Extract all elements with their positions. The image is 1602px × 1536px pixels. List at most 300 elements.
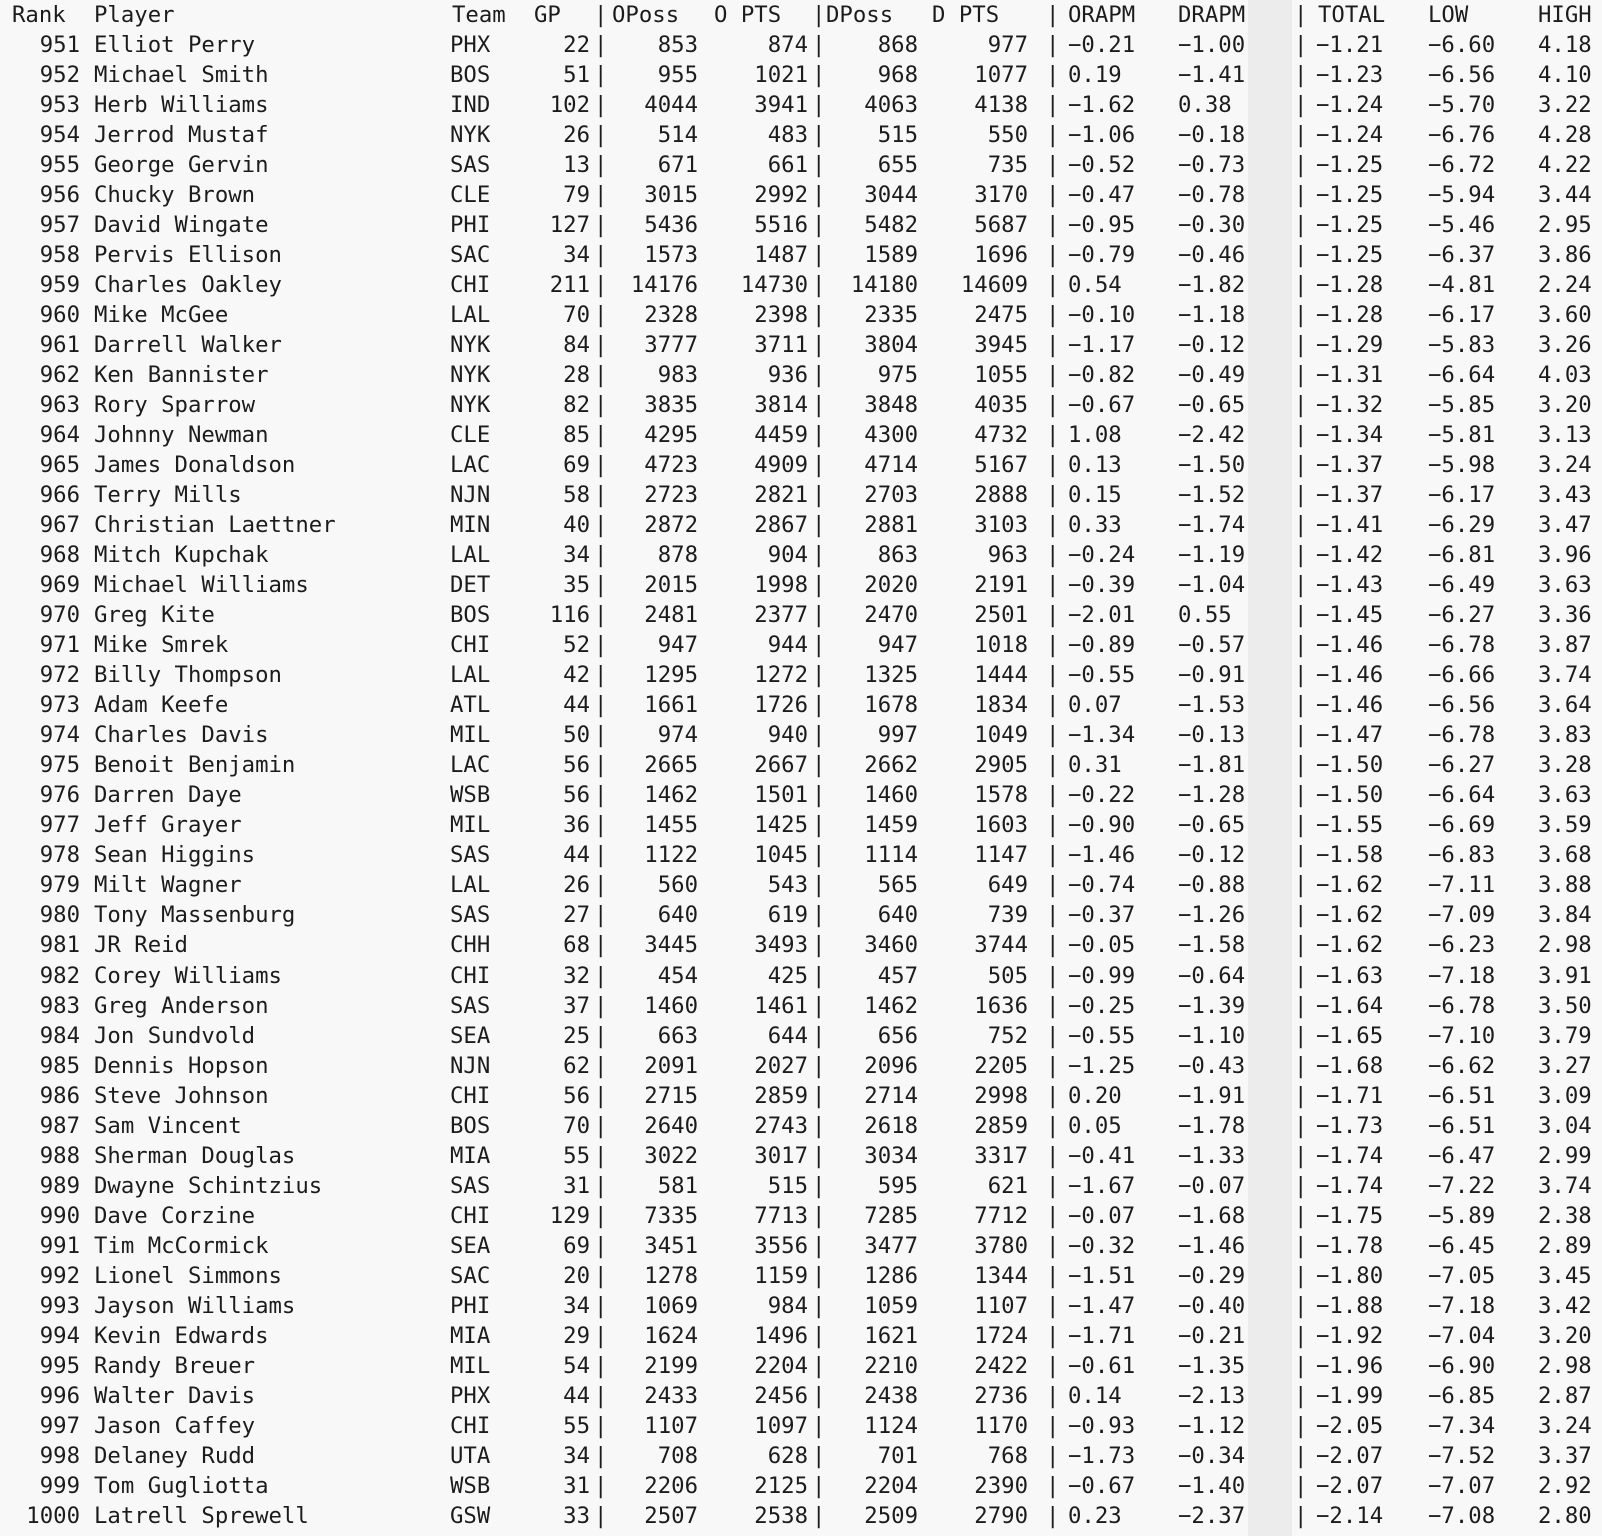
cell-orapm: −1.73 <box>1068 1442 1136 1469</box>
cell-dpts: 505 <box>987 962 1028 989</box>
column-separator: | <box>812 512 826 539</box>
cell-opts: 2859 <box>754 1082 808 1109</box>
cell-high: 3.45 <box>1538 1262 1592 1289</box>
column-separator: | <box>594 1022 608 1049</box>
cell-oposs: 2665 <box>644 752 698 779</box>
column-separator: | <box>1046 122 1060 149</box>
cell-drapm: −0.64 <box>1178 962 1246 989</box>
cell-drapm: −0.07 <box>1178 1172 1246 1199</box>
cell-orapm: −0.07 <box>1068 1202 1136 1229</box>
cell-player: Greg Anderson <box>94 992 269 1019</box>
table-row <box>0 1051 1602 1081</box>
column-separator: | <box>812 1262 826 1289</box>
column-separator: | <box>812 152 826 179</box>
cell-dpts: 1049 <box>974 722 1028 749</box>
cell-low: −7.07 <box>1428 1472 1496 1499</box>
column-separator: | <box>812 1142 826 1169</box>
cell-player: Michael Williams <box>94 572 309 599</box>
cell-rank: 971 <box>39 632 80 659</box>
cell-high: 3.24 <box>1538 452 1592 479</box>
cell-oposs: 1462 <box>644 782 698 809</box>
cell-gp: 44 <box>563 692 590 719</box>
cell-rank: 952 <box>39 62 80 89</box>
cell-team: MIL <box>450 812 491 839</box>
cell-opts: 3711 <box>754 332 808 359</box>
cell-gp: 22 <box>563 32 590 59</box>
cell-orapm: −0.82 <box>1068 362 1136 389</box>
cell-team: BOS <box>450 1112 491 1139</box>
column-separator: | <box>1046 2 1060 28</box>
cell-rank: 975 <box>39 752 80 779</box>
cell-orapm: −1.46 <box>1068 842 1136 869</box>
column-separator: | <box>594 152 608 179</box>
cell-gp: 68 <box>563 932 590 959</box>
cell-orapm: −1.51 <box>1068 1262 1136 1289</box>
cell-team: NYK <box>450 332 491 359</box>
cell-team: UTA <box>450 1442 491 1469</box>
cell-dposs: 1325 <box>864 662 918 689</box>
cell-gp: 34 <box>563 1292 590 1319</box>
column-separator: | <box>594 1472 608 1499</box>
cell-rank: 982 <box>39 962 80 989</box>
column-separator: | <box>1294 932 1308 959</box>
table-row <box>0 1321 1602 1351</box>
cell-drapm: −1.12 <box>1178 1412 1246 1439</box>
cell-dposs: 2470 <box>864 602 918 629</box>
cell-team: SAC <box>450 1262 491 1289</box>
cell-dpts: 1444 <box>974 662 1028 689</box>
cell-dpts: 5167 <box>974 452 1028 479</box>
column-separator: | <box>1294 782 1308 809</box>
cell-opts: 14730 <box>740 272 808 299</box>
column-header-drapm: DRAPM <box>1178 2 1246 28</box>
column-separator: | <box>812 1022 826 1049</box>
cell-opts: 619 <box>767 902 808 929</box>
cell-player: Adam Keefe <box>94 692 229 719</box>
cell-dposs: 2509 <box>864 1502 918 1529</box>
cell-team: PHX <box>450 32 491 59</box>
column-separator: | <box>1046 302 1060 329</box>
cell-opts: 515 <box>767 1172 808 1199</box>
column-separator: | <box>812 1292 826 1319</box>
table-row <box>0 1141 1602 1171</box>
cell-gp: 26 <box>563 122 590 149</box>
cell-opts: 3941 <box>754 92 808 119</box>
cell-low: −6.83 <box>1428 842 1496 869</box>
column-header-total: TOTAL <box>1318 2 1386 28</box>
column-separator: | <box>1046 542 1060 569</box>
cell-team: SEA <box>450 1232 491 1259</box>
column-separator: | <box>594 1442 608 1469</box>
cell-oposs: 3015 <box>644 182 698 209</box>
table-row <box>0 1171 1602 1201</box>
cell-dpts: 2998 <box>974 1082 1028 1109</box>
cell-low: −4.81 <box>1428 272 1496 299</box>
column-header-gp: GP <box>534 2 561 28</box>
cell-dpts: 2422 <box>974 1352 1028 1379</box>
cell-orapm: −0.67 <box>1068 1472 1136 1499</box>
cell-oposs: 3835 <box>644 392 698 419</box>
cell-dpts: 1055 <box>974 362 1028 389</box>
column-header-dposs: DPoss <box>826 2 894 28</box>
cell-dpts: 1077 <box>974 62 1028 89</box>
cell-team: NYK <box>450 122 491 149</box>
cell-gp: 52 <box>563 632 590 659</box>
cell-dposs: 2335 <box>864 302 918 329</box>
cell-total: −1.99 <box>1316 1382 1384 1409</box>
cell-dpts: 963 <box>987 542 1028 569</box>
column-separator: | <box>812 122 826 149</box>
cell-total: −1.34 <box>1316 422 1384 449</box>
cell-drapm: −1.10 <box>1178 1022 1246 1049</box>
column-separator: | <box>1294 32 1308 59</box>
cell-team: NJN <box>450 482 491 509</box>
cell-rank: 974 <box>39 722 80 749</box>
cell-orapm: −0.52 <box>1068 152 1136 179</box>
cell-player: Dennis Hopson <box>94 1052 269 1079</box>
table-row <box>0 330 1602 360</box>
column-separator: | <box>1294 452 1308 479</box>
cell-opts: 1998 <box>754 572 808 599</box>
cell-rank: 990 <box>39 1202 80 1229</box>
cell-orapm: −0.95 <box>1068 212 1136 239</box>
column-separator: | <box>1046 1382 1060 1409</box>
cell-total: −1.37 <box>1316 482 1384 509</box>
cell-high: 2.95 <box>1538 212 1592 239</box>
cell-low: −6.90 <box>1428 1352 1496 1379</box>
cell-dposs: 1621 <box>864 1322 918 1349</box>
cell-orapm: −0.47 <box>1068 182 1136 209</box>
cell-opts: 4459 <box>754 422 808 449</box>
cell-orapm: −0.10 <box>1068 302 1136 329</box>
cell-oposs: 2433 <box>644 1382 698 1409</box>
cell-player: Dave Corzine <box>94 1202 256 1229</box>
cell-total: −1.92 <box>1316 1322 1384 1349</box>
column-separator: | <box>594 182 608 209</box>
table-row <box>0 1261 1602 1291</box>
cell-opts: 1272 <box>754 662 808 689</box>
column-separator: | <box>1294 1412 1308 1439</box>
column-separator: | <box>812 302 826 329</box>
cell-orapm: −0.39 <box>1068 572 1136 599</box>
cell-dpts: 550 <box>987 122 1028 149</box>
cell-rank: 961 <box>39 332 80 359</box>
column-separator: | <box>1294 512 1308 539</box>
cell-orapm: −1.47 <box>1068 1292 1136 1319</box>
cell-low: −5.85 <box>1428 392 1496 419</box>
cell-high: 3.79 <box>1538 1022 1592 1049</box>
cell-high: 3.87 <box>1538 632 1592 659</box>
cell-opts: 984 <box>767 1292 808 1319</box>
column-separator: | <box>1294 1052 1308 1079</box>
cell-player: Mitch Kupchak <box>94 542 269 569</box>
column-separator: | <box>1046 722 1060 749</box>
column-separator: | <box>812 272 826 299</box>
cell-oposs: 2091 <box>644 1052 698 1079</box>
cell-opts: 3814 <box>754 392 808 419</box>
cell-low: −6.45 <box>1428 1232 1496 1259</box>
cell-high: 3.27 <box>1538 1052 1592 1079</box>
cell-player: JR Reid <box>94 932 188 959</box>
column-separator: | <box>1294 692 1308 719</box>
cell-oposs: 2715 <box>644 1082 698 1109</box>
cell-high: 4.22 <box>1538 152 1592 179</box>
cell-high: 3.91 <box>1538 962 1592 989</box>
column-separator: | <box>812 842 826 869</box>
cell-dpts: 4732 <box>974 422 1028 449</box>
cell-opts: 2743 <box>754 1112 808 1139</box>
cell-player: Darren Daye <box>94 782 242 809</box>
column-separator: | <box>812 362 826 389</box>
cell-oposs: 1069 <box>644 1292 698 1319</box>
cell-team: IND <box>450 92 491 119</box>
cell-opts: 1097 <box>754 1412 808 1439</box>
column-separator: | <box>594 572 608 599</box>
column-separator: | <box>1294 422 1308 449</box>
cell-dposs: 2881 <box>864 512 918 539</box>
cell-player: Christian Laettner <box>94 512 336 539</box>
cell-high: 3.26 <box>1538 332 1592 359</box>
column-separator: | <box>1046 212 1060 239</box>
cell-opts: 7713 <box>754 1202 808 1229</box>
column-separator: | <box>1046 362 1060 389</box>
cell-oposs: 1624 <box>644 1322 698 1349</box>
cell-dposs: 1286 <box>864 1262 918 1289</box>
cell-high: 2.38 <box>1538 1202 1592 1229</box>
cell-gp: 27 <box>563 902 590 929</box>
cell-dposs: 2204 <box>864 1472 918 1499</box>
cell-gp: 40 <box>563 512 590 539</box>
cell-oposs: 663 <box>657 1022 698 1049</box>
cell-total: −1.75 <box>1316 1202 1384 1229</box>
cell-dpts: 1696 <box>974 242 1028 269</box>
cell-player: Charles Davis <box>94 722 269 749</box>
column-separator: | <box>1046 842 1060 869</box>
cell-low: −6.64 <box>1428 782 1496 809</box>
cell-dpts: 5687 <box>974 212 1028 239</box>
cell-total: −1.47 <box>1316 722 1384 749</box>
cell-low: −7.22 <box>1428 1172 1496 1199</box>
column-separator: | <box>594 1202 608 1229</box>
cell-team: CHI <box>450 1412 491 1439</box>
cell-team: SAS <box>450 1172 491 1199</box>
cell-dpts: 1018 <box>974 632 1028 659</box>
column-separator: | <box>1294 1202 1308 1229</box>
cell-total: −1.62 <box>1316 872 1384 899</box>
cell-player: James Donaldson <box>94 452 296 479</box>
cell-dpts: 1344 <box>974 1262 1028 1289</box>
cell-opts: 2456 <box>754 1382 808 1409</box>
cell-total: −1.71 <box>1316 1082 1384 1109</box>
cell-dpts: 2888 <box>974 482 1028 509</box>
cell-rank: 957 <box>39 212 80 239</box>
column-header-low: LOW <box>1428 2 1469 28</box>
column-separator: | <box>812 1442 826 1469</box>
cell-high: 2.98 <box>1538 1352 1592 1379</box>
cell-orapm: −1.67 <box>1068 1172 1136 1199</box>
cell-total: −1.25 <box>1316 182 1384 209</box>
column-separator: | <box>594 242 608 269</box>
column-separator: | <box>594 482 608 509</box>
cell-opts: 1461 <box>754 992 808 1019</box>
cell-drapm: −1.74 <box>1178 512 1246 539</box>
cell-dposs: 7285 <box>864 1202 918 1229</box>
column-separator: | <box>594 122 608 149</box>
cell-low: −6.76 <box>1428 122 1496 149</box>
table-row <box>0 360 1602 390</box>
cell-total: −1.37 <box>1316 452 1384 479</box>
column-separator: | <box>812 932 826 959</box>
cell-rank: 960 <box>39 302 80 329</box>
cell-team: NYK <box>450 362 491 389</box>
column-separator: | <box>1046 152 1060 179</box>
cell-gp: 56 <box>563 782 590 809</box>
cell-oposs: 1661 <box>644 692 698 719</box>
cell-rank: 976 <box>39 782 80 809</box>
column-separator: | <box>594 692 608 719</box>
cell-rank: 956 <box>39 182 80 209</box>
column-separator: | <box>594 752 608 779</box>
column-header-player: Player <box>94 2 175 28</box>
cell-gp: 58 <box>563 482 590 509</box>
cell-total: −1.32 <box>1316 392 1384 419</box>
cell-dpts: 1170 <box>974 1412 1028 1439</box>
cell-rank: 994 <box>39 1322 80 1349</box>
column-separator: | <box>594 1382 608 1409</box>
cell-gp: 25 <box>563 1022 590 1049</box>
column-separator: | <box>1046 812 1060 839</box>
column-separator: | <box>594 902 608 929</box>
cell-oposs: 1455 <box>644 812 698 839</box>
cell-dpts: 752 <box>987 1022 1028 1049</box>
column-separator: | <box>1046 482 1060 509</box>
cell-orapm: −0.24 <box>1068 542 1136 569</box>
cell-orapm: −1.62 <box>1068 92 1136 119</box>
cell-drapm: −0.43 <box>1178 1052 1246 1079</box>
column-separator: | <box>1294 1142 1308 1169</box>
cell-team: MIN <box>450 512 491 539</box>
cell-gp: 62 <box>563 1052 590 1079</box>
column-separator: | <box>594 812 608 839</box>
cell-total: −1.68 <box>1316 1052 1384 1079</box>
cell-drapm: −0.29 <box>1178 1262 1246 1289</box>
cell-gp: 82 <box>563 392 590 419</box>
cell-dposs: 1460 <box>864 782 918 809</box>
cell-opts: 1159 <box>754 1262 808 1289</box>
cell-orapm: −1.34 <box>1068 722 1136 749</box>
cell-dpts: 7712 <box>974 1202 1028 1229</box>
cell-dpts: 3780 <box>974 1232 1028 1259</box>
cell-gp: 31 <box>563 1472 590 1499</box>
table-row <box>0 1411 1602 1441</box>
table-row <box>0 1441 1602 1471</box>
column-separator: | <box>812 1322 826 1349</box>
table-row <box>0 961 1602 991</box>
cell-gp: 102 <box>549 92 590 119</box>
cell-orapm: −0.67 <box>1068 392 1136 419</box>
cell-low: −6.17 <box>1428 482 1496 509</box>
cell-high: 3.64 <box>1538 692 1592 719</box>
cell-dpts: 2390 <box>974 1472 1028 1499</box>
cell-high: 3.74 <box>1538 662 1592 689</box>
cell-dpts: 1834 <box>974 692 1028 719</box>
column-separator: | <box>1294 272 1308 299</box>
cell-orapm: −0.21 <box>1068 32 1136 59</box>
cell-rank: 1000 <box>26 1502 80 1529</box>
cell-low: −6.66 <box>1428 662 1496 689</box>
cell-player: Kevin Edwards <box>94 1322 269 1349</box>
cell-dposs: 3477 <box>864 1232 918 1259</box>
cell-high: 3.63 <box>1538 782 1592 809</box>
cell-rank: 951 <box>39 32 80 59</box>
cell-total: −1.50 <box>1316 782 1384 809</box>
cell-low: −6.72 <box>1428 152 1496 179</box>
column-separator: | <box>1294 962 1308 989</box>
cell-dpts: 1107 <box>974 1292 1028 1319</box>
cell-team: LAL <box>450 872 491 899</box>
cell-dpts: 2205 <box>974 1052 1028 1079</box>
cell-dpts: 977 <box>987 32 1028 59</box>
cell-orapm: 0.07 <box>1068 692 1122 719</box>
cell-player: Jason Caffey <box>94 1412 256 1439</box>
table-row <box>0 300 1602 330</box>
cell-dposs: 1678 <box>864 692 918 719</box>
cell-rank: 985 <box>39 1052 80 1079</box>
cell-rank: 983 <box>39 992 80 1019</box>
cell-dposs: 457 <box>877 962 918 989</box>
cell-gp: 127 <box>549 212 590 239</box>
cell-oposs: 2507 <box>644 1502 698 1529</box>
cell-oposs: 2015 <box>644 572 698 599</box>
cell-player: Latrell Sprewell <box>94 1502 309 1529</box>
cell-dpts: 3103 <box>974 512 1028 539</box>
cell-oposs: 947 <box>657 632 698 659</box>
cell-gp: 42 <box>563 662 590 689</box>
cell-orapm: −0.93 <box>1068 1412 1136 1439</box>
cell-opts: 628 <box>767 1442 808 1469</box>
cell-dpts: 649 <box>987 872 1028 899</box>
cell-gp: 69 <box>563 1232 590 1259</box>
column-separator: | <box>1046 242 1060 269</box>
cell-drapm: −1.41 <box>1178 62 1246 89</box>
column-separator: | <box>1046 1322 1060 1349</box>
cell-low: −6.27 <box>1428 602 1496 629</box>
cell-high: 3.47 <box>1538 512 1592 539</box>
column-separator: | <box>812 782 826 809</box>
cell-gp: 211 <box>549 272 590 299</box>
cell-dposs: 595 <box>877 1172 918 1199</box>
cell-orapm: −1.25 <box>1068 1052 1136 1079</box>
column-separator: | <box>1046 452 1060 479</box>
cell-drapm: −1.46 <box>1178 1232 1246 1259</box>
column-separator: | <box>1046 1172 1060 1199</box>
column-separator: | <box>812 1472 826 1499</box>
cell-low: −6.78 <box>1428 992 1496 1019</box>
cell-player: Jeff Grayer <box>94 812 242 839</box>
cell-oposs: 640 <box>657 902 698 929</box>
cell-low: −6.17 <box>1428 302 1496 329</box>
cell-oposs: 1278 <box>644 1262 698 1289</box>
column-separator: | <box>1294 1262 1308 1289</box>
cell-player: Terry Mills <box>94 482 242 509</box>
cell-high: 3.68 <box>1538 842 1592 869</box>
column-separator: | <box>594 1352 608 1379</box>
cell-player: Milt Wagner <box>94 872 242 899</box>
cell-oposs: 3777 <box>644 332 698 359</box>
cell-high: 3.96 <box>1538 542 1592 569</box>
table-row <box>0 750 1602 780</box>
cell-high: 3.63 <box>1538 572 1592 599</box>
